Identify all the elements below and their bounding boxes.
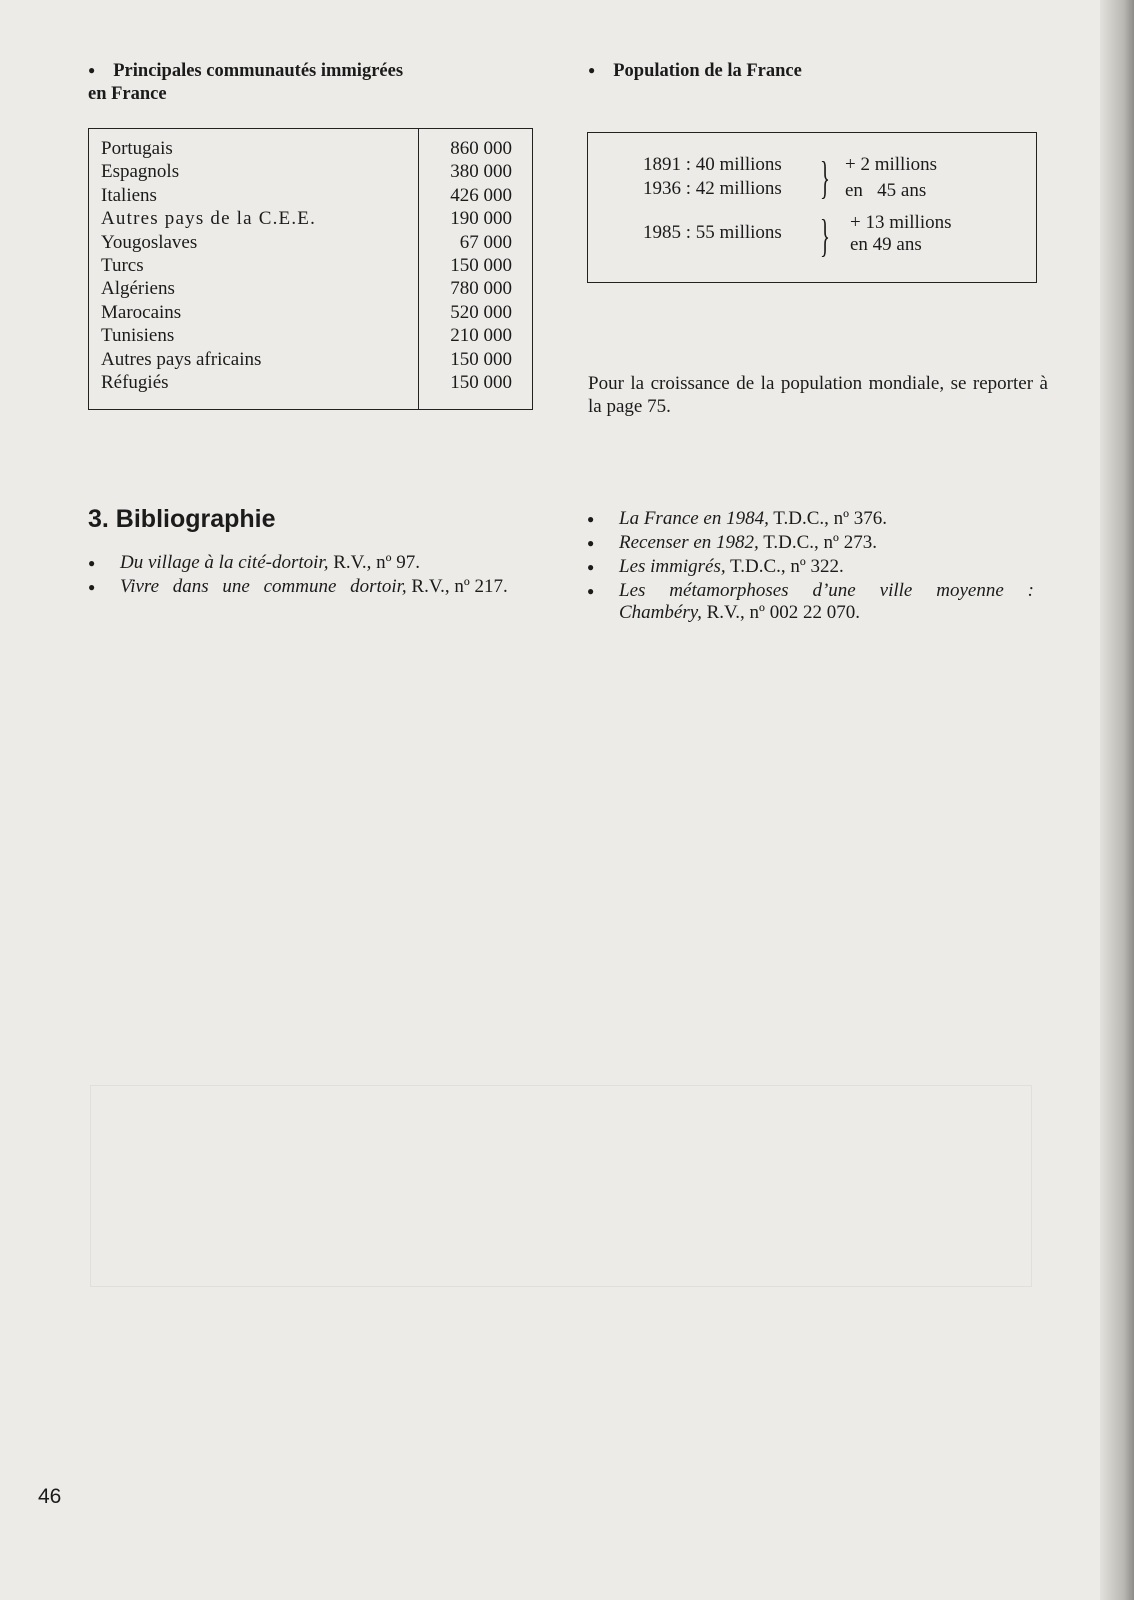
table-row-name: Autres pays de la C.E.E. bbox=[101, 208, 317, 230]
table-row-value: 150 000 bbox=[450, 348, 512, 370]
bullet-icon: ● bbox=[88, 580, 96, 594]
bibliography-ref: R.V., nº 97. bbox=[328, 552, 421, 573]
population-growth-1a: + 2 millions bbox=[845, 154, 938, 175]
page-edge bbox=[1100, 0, 1134, 1600]
bibliography-right-item-4 bbox=[587, 580, 1047, 624]
table-row-value: 520 000 bbox=[450, 301, 512, 323]
table-row-value: 380 000 bbox=[450, 161, 512, 183]
page-number: 46 bbox=[38, 1485, 62, 1508]
table-row-name: Algériens bbox=[101, 278, 175, 300]
bibliography-title: La France en 1984, bbox=[619, 508, 769, 529]
table-row-value: 860 000 bbox=[450, 138, 512, 159]
immigrants-heading bbox=[88, 60, 403, 105]
population-growth-2b: en 49 ans bbox=[850, 234, 922, 255]
table-row-name: Marocains bbox=[101, 301, 182, 323]
table-row-name: Italiens bbox=[101, 184, 157, 206]
population-growth-2a: + 13 millions bbox=[850, 212, 952, 233]
bullet-icon: ● bbox=[88, 556, 96, 570]
immigrants-title-line2: en France bbox=[88, 84, 167, 104]
bibliography-ref: T.D.C., nº 273. bbox=[758, 532, 877, 553]
bullet-icon: ● bbox=[587, 560, 595, 574]
bibliography-ref: R.V., nº 217. bbox=[406, 576, 508, 597]
bibliography-ref: R.V., nº 002 22 070. bbox=[701, 602, 860, 623]
table-row-value: 190 000 bbox=[450, 208, 512, 230]
table-row-value: 150 000 bbox=[450, 372, 512, 394]
immigrants-title-line1: ● Principales communautés immigrées bbox=[88, 60, 403, 83]
table-row-name: Turcs bbox=[101, 255, 144, 277]
table-row-name: Autres pays africains bbox=[101, 348, 262, 370]
bibliography-right-item-2 bbox=[587, 532, 1047, 554]
bibliography-right-item-1 bbox=[587, 508, 1047, 530]
population-box bbox=[587, 132, 1037, 283]
bleed-through-shadow bbox=[90, 1085, 1032, 1287]
brace-1: } bbox=[820, 152, 830, 203]
bibliography-ref: T.D.C., nº 376. bbox=[768, 508, 888, 529]
table-row-value: 210 000 bbox=[450, 325, 512, 347]
immigrants-names-column bbox=[89, 129, 419, 409]
bullet-icon: ● bbox=[587, 584, 595, 598]
table-row-value: 426 000 bbox=[450, 184, 512, 206]
population-growth-1b: en 45 ans bbox=[845, 180, 927, 201]
bullet-icon: ● bbox=[587, 536, 595, 550]
population-1936: 1936 : 42 millions bbox=[643, 178, 782, 199]
immigrants-values-column bbox=[419, 129, 532, 409]
bibliography-heading: 3. Bibliographie bbox=[88, 505, 276, 533]
population-1985: 1985 : 55 millions bbox=[643, 222, 782, 243]
bibliography-title: Du village à la cité-dortoir, bbox=[120, 552, 329, 573]
bibliography-left-item-2 bbox=[88, 576, 536, 598]
bibliography-title: Les métamorphoses d’une ville moyenne : Chambéry, bbox=[619, 580, 1034, 623]
immigrants-table bbox=[88, 128, 533, 410]
bibliography-ref: T.D.C., nº 322. bbox=[725, 556, 844, 577]
population-1891: 1891 : 40 millions bbox=[643, 154, 782, 175]
table-row-value: 67 000 bbox=[459, 231, 512, 253]
table-row-name: Yougoslaves bbox=[101, 231, 198, 253]
bibliography-left-item-1 bbox=[88, 552, 536, 574]
table-row-value: 150 000 bbox=[450, 255, 512, 277]
population-note: Pour la croissance de la population mondiale, se reporter à la page 75. bbox=[588, 373, 1048, 417]
bibliography-title: Recenser en 1982, bbox=[619, 532, 759, 553]
population-title: ● Population de la France bbox=[588, 60, 802, 83]
table-row-name: Espagnols bbox=[101, 161, 180, 183]
table-row-name: Tunisiens bbox=[101, 325, 175, 347]
bullet-icon: ● bbox=[587, 512, 595, 526]
table-row-value: 780 000 bbox=[450, 278, 512, 300]
brace-2: } bbox=[820, 210, 830, 261]
table-row-name: Portugais bbox=[101, 138, 173, 159]
bibliography-right-item-3 bbox=[587, 556, 1047, 578]
bibliography-title: Les immigrés, bbox=[619, 556, 726, 577]
bibliography-title: Vivre dans une commune dortoir, bbox=[120, 576, 407, 597]
table-row-name: Réfugiés bbox=[101, 372, 169, 394]
